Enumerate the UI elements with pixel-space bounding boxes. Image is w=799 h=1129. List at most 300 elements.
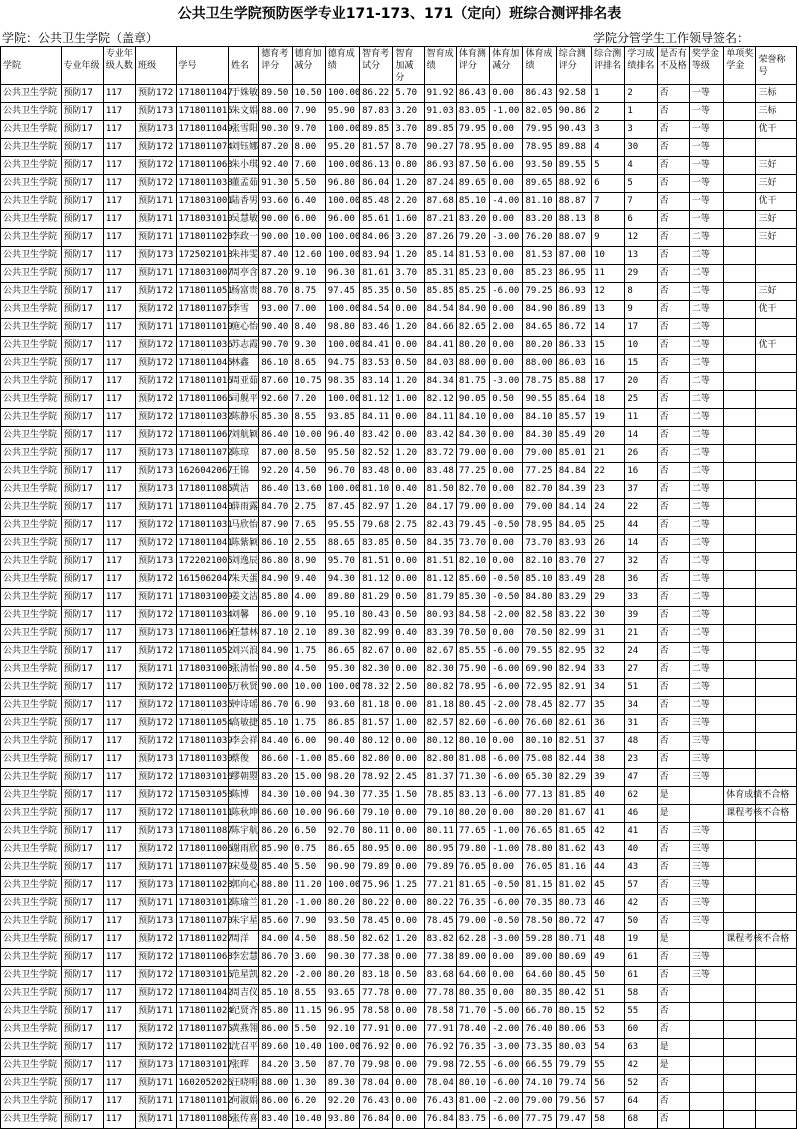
table-row bbox=[1, 1075, 797, 1093]
cell-moral-eval: 86.80 bbox=[259, 553, 292, 571]
cell-total-rank: 19 bbox=[592, 409, 625, 427]
cell-major-grade: 预防17 bbox=[61, 337, 103, 355]
cell-total-score: 86.72 bbox=[556, 319, 591, 337]
cell-name: 周洋 bbox=[228, 931, 258, 949]
cell-intel-score: 81.18 bbox=[424, 697, 456, 715]
cell-single-award bbox=[724, 895, 756, 913]
cell-intel-adjust: 1.60 bbox=[393, 211, 424, 229]
cell-honor bbox=[756, 1075, 797, 1093]
cell-total-score: 83.93 bbox=[556, 535, 591, 553]
cell-pe-eval: 80.20 bbox=[456, 805, 489, 823]
cell-failed: 否 bbox=[657, 85, 689, 103]
cell-pe-adjust: 6.00 bbox=[490, 157, 523, 175]
cell-single-award bbox=[724, 121, 756, 139]
cell-student-id: 1718011038 bbox=[176, 175, 228, 193]
cell-moral-adjust: 6.20 bbox=[292, 1093, 325, 1111]
cell-study-rank: 31 bbox=[625, 715, 657, 733]
cell-honor bbox=[756, 1057, 797, 1075]
cell-moral-eval: 83.20 bbox=[259, 769, 292, 787]
cell-intel-exam: 84.54 bbox=[360, 301, 393, 319]
cell-intel-score: 90.27 bbox=[424, 139, 456, 157]
cell-intel-score: 81.79 bbox=[424, 589, 456, 607]
col-header-class: 班级 bbox=[136, 47, 176, 85]
cell-study-rank: 9 bbox=[625, 301, 657, 319]
cell-name: 刘钰娜 bbox=[228, 139, 258, 157]
cell-major-grade: 预防17 bbox=[61, 589, 103, 607]
table-row bbox=[1, 409, 797, 427]
cell-class: 预防173 bbox=[136, 877, 176, 895]
table-body bbox=[1, 85, 797, 1129]
table-row bbox=[1, 139, 797, 157]
cell-failed: 是 bbox=[657, 1057, 689, 1075]
cell-moral-eval: 90.80 bbox=[259, 661, 292, 679]
cell-college: 公共卫生学院 bbox=[1, 157, 62, 175]
cell-study-rank: 27 bbox=[625, 661, 657, 679]
cell-major-grade: 预防17 bbox=[61, 229, 103, 247]
cell-study-rank: 12 bbox=[625, 229, 657, 247]
cell-single-award bbox=[724, 877, 756, 895]
cell-failed: 否 bbox=[657, 103, 689, 121]
cell-single-award bbox=[724, 355, 756, 373]
col-header-intel-score: 智育成绩 bbox=[424, 47, 456, 85]
cell-name: 陈琼 bbox=[228, 445, 258, 463]
cell-college: 公共卫生学院 bbox=[1, 499, 62, 517]
cell-scholarship: 二等 bbox=[689, 661, 723, 679]
cell-pe-adjust: -6.00 bbox=[490, 787, 523, 805]
cell-major-grade: 预防17 bbox=[61, 769, 103, 787]
cell-pe-score: 79.25 bbox=[523, 283, 556, 301]
cell-scholarship: 二等 bbox=[689, 229, 723, 247]
cell-intel-adjust: 0.50 bbox=[393, 967, 424, 985]
cell-major-grade: 预防17 bbox=[61, 661, 103, 679]
cell-moral-score: 86.65 bbox=[325, 643, 359, 661]
cell-class: 预防172 bbox=[136, 715, 176, 733]
cell-intel-score: 79.98 bbox=[424, 1057, 456, 1075]
cell-failed: 否 bbox=[657, 517, 689, 535]
cell-single-award bbox=[724, 247, 756, 265]
cell-college: 公共卫生学院 bbox=[1, 625, 62, 643]
header-row bbox=[1, 47, 797, 85]
cell-major-grade: 预防17 bbox=[61, 751, 103, 769]
cell-intel-exam: 81.18 bbox=[360, 697, 393, 715]
cell-moral-score: 94.75 bbox=[325, 355, 359, 373]
cell-name: 杨富贵 bbox=[228, 283, 258, 301]
cell-moral-eval: 86.70 bbox=[259, 949, 292, 967]
cell-intel-adjust: 0.00 bbox=[393, 571, 424, 589]
cell-pe-score: 78.45 bbox=[523, 697, 556, 715]
cell-pe-adjust: 0.00 bbox=[490, 85, 523, 103]
cell-pe-eval: 88.00 bbox=[456, 355, 489, 373]
cell-total-score: 85.49 bbox=[556, 427, 591, 445]
table-row bbox=[1, 931, 797, 949]
cell-single-award bbox=[724, 265, 756, 283]
cell-intel-exam: 86.22 bbox=[360, 85, 393, 103]
cell-intel-exam: 86.13 bbox=[360, 157, 393, 175]
cell-major-count: 117 bbox=[103, 229, 135, 247]
cell-moral-eval: 89.60 bbox=[259, 1039, 292, 1057]
cell-pe-score: 82.70 bbox=[523, 481, 556, 499]
cell-failed: 否 bbox=[657, 121, 689, 139]
cell-moral-adjust: 6.40 bbox=[292, 193, 325, 211]
cell-pe-score: 83.20 bbox=[523, 211, 556, 229]
cell-intel-adjust: 0.00 bbox=[393, 823, 424, 841]
cell-single-award bbox=[724, 337, 756, 355]
cell-intel-exam: 81.57 bbox=[360, 139, 393, 157]
cell-single-award bbox=[724, 715, 756, 733]
cell-study-rank: 7 bbox=[625, 193, 657, 211]
cell-student-id: 1718031015 bbox=[176, 967, 228, 985]
cell-study-rank: 64 bbox=[625, 1093, 657, 1111]
cell-major-count: 117 bbox=[103, 967, 135, 985]
cell-moral-score: 96.00 bbox=[325, 211, 359, 229]
table-row bbox=[1, 859, 797, 877]
cell-total-score: 88.13 bbox=[556, 211, 591, 229]
cell-total-rank: 32 bbox=[592, 643, 625, 661]
cell-college: 公共卫生学院 bbox=[1, 697, 62, 715]
cell-student-id: 1718011012 bbox=[176, 1093, 228, 1111]
cell-moral-eval: 85.80 bbox=[259, 1003, 292, 1021]
cell-pe-score: 72.95 bbox=[523, 679, 556, 697]
cell-moral-adjust: 3.60 bbox=[292, 949, 325, 967]
cell-intel-adjust: 0.00 bbox=[393, 1093, 424, 1111]
cell-scholarship: 三等 bbox=[689, 877, 723, 895]
cell-intel-exam: 83.14 bbox=[360, 373, 393, 391]
cell-college: 公共卫生学院 bbox=[1, 319, 62, 337]
cell-honor bbox=[756, 1003, 797, 1021]
cell-class: 预防172 bbox=[136, 391, 176, 409]
cell-intel-adjust: 0.00 bbox=[393, 697, 424, 715]
col-header-moral-adjust: 德育加减分 bbox=[292, 47, 325, 85]
cell-honor bbox=[756, 823, 797, 841]
cell-pe-adjust: -6.00 bbox=[490, 1111, 523, 1129]
cell-moral-score: 93.85 bbox=[325, 409, 359, 427]
cell-pe-adjust: -6.00 bbox=[490, 1057, 523, 1075]
cell-total-rank: 8 bbox=[592, 211, 625, 229]
cell-college: 公共卫生学院 bbox=[1, 265, 62, 283]
cell-college: 公共卫生学院 bbox=[1, 247, 62, 265]
cell-pe-eval: 80.35 bbox=[456, 985, 489, 1003]
cell-honor bbox=[756, 427, 797, 445]
cell-student-id: 1718011042 bbox=[176, 985, 228, 1003]
cell-pe-eval: 81.65 bbox=[456, 877, 489, 895]
table-row bbox=[1, 265, 797, 283]
cell-scholarship: 一等 bbox=[689, 193, 723, 211]
cell-class: 预防171 bbox=[136, 1111, 176, 1129]
cell-intel-adjust: 0.50 bbox=[393, 283, 424, 301]
cell-name: 陆香男 bbox=[228, 193, 258, 211]
cell-intel-exam: 77.78 bbox=[360, 985, 393, 1003]
cell-name: 黄燕翎 bbox=[228, 1021, 258, 1039]
cell-major-count: 117 bbox=[103, 121, 135, 139]
cell-intel-exam: 81.12 bbox=[360, 571, 393, 589]
cell-study-rank: 50 bbox=[625, 913, 657, 931]
cell-intel-exam: 83.42 bbox=[360, 427, 393, 445]
cell-pe-eval: 80.45 bbox=[456, 697, 489, 715]
cell-failed: 是 bbox=[657, 1039, 689, 1057]
cell-pe-score: 84.10 bbox=[523, 409, 556, 427]
cell-class: 预防172 bbox=[136, 841, 176, 859]
cell-single-award bbox=[724, 445, 756, 463]
cell-total-score: 83.22 bbox=[556, 607, 591, 625]
cell-total-score: 92.58 bbox=[556, 85, 591, 103]
cell-student-id: 1718011051 bbox=[176, 283, 228, 301]
cell-class: 预防172 bbox=[136, 337, 176, 355]
cell-major-count: 117 bbox=[103, 859, 135, 877]
cell-study-rank: 46 bbox=[625, 805, 657, 823]
cell-major-count: 117 bbox=[103, 823, 135, 841]
cell-student-id: 1725021018 bbox=[176, 247, 228, 265]
table-row bbox=[1, 805, 797, 823]
cell-class: 预防172 bbox=[136, 643, 176, 661]
cell-major-grade: 预防17 bbox=[61, 319, 103, 337]
cell-intel-score: 77.91 bbox=[424, 1021, 456, 1039]
cell-major-grade: 预防17 bbox=[61, 733, 103, 751]
cell-scholarship bbox=[689, 931, 723, 949]
cell-pe-eval: 89.65 bbox=[456, 175, 489, 193]
cell-intel-exam: 84.41 bbox=[360, 337, 393, 355]
cell-failed: 否 bbox=[657, 139, 689, 157]
cell-major-grade: 预防17 bbox=[61, 913, 103, 931]
cell-class: 预防172 bbox=[136, 769, 176, 787]
cell-class: 预防173 bbox=[136, 1057, 176, 1075]
cell-intel-exam: 81.57 bbox=[360, 715, 393, 733]
cell-moral-eval: 88.70 bbox=[259, 283, 292, 301]
cell-moral-eval: 86.60 bbox=[259, 805, 292, 823]
cell-major-count: 117 bbox=[103, 355, 135, 373]
cell-student-id: 1718011054 bbox=[176, 715, 228, 733]
cell-student-id: 1718011076 bbox=[176, 301, 228, 319]
cell-pe-score: 69.90 bbox=[523, 661, 556, 679]
cell-scholarship: 一等 bbox=[689, 157, 723, 175]
cell-major-grade: 预防17 bbox=[61, 985, 103, 1003]
cell-major-grade: 预防17 bbox=[61, 463, 103, 481]
cell-intel-adjust: 8.70 bbox=[393, 139, 424, 157]
cell-total-rank: 1 bbox=[592, 85, 625, 103]
cell-class: 预防173 bbox=[136, 553, 176, 571]
cell-scholarship: 一等 bbox=[689, 139, 723, 157]
cell-college: 公共卫生学院 bbox=[1, 733, 62, 751]
cell-intel-score: 84.03 bbox=[424, 355, 456, 373]
cell-intel-exam: 79.10 bbox=[360, 805, 393, 823]
cell-intel-exam: 79.98 bbox=[360, 1057, 393, 1075]
cell-class: 预防172 bbox=[136, 985, 176, 1003]
cell-total-score: 88.87 bbox=[556, 193, 591, 211]
cell-major-count: 117 bbox=[103, 1021, 135, 1039]
cell-scholarship bbox=[689, 1057, 723, 1075]
cell-honor bbox=[756, 895, 797, 913]
cell-scholarship: 二等 bbox=[689, 643, 723, 661]
cell-pe-eval: 87.50 bbox=[456, 157, 489, 175]
cell-honor bbox=[756, 499, 797, 517]
cell-major-grade: 预防17 bbox=[61, 679, 103, 697]
cell-total-score: 81.85 bbox=[556, 787, 591, 805]
cell-name: 张晖 bbox=[228, 1057, 258, 1075]
cell-failed: 否 bbox=[657, 895, 689, 913]
cell-total-score: 89.88 bbox=[556, 139, 591, 157]
cell-student-id: 1718011005 bbox=[176, 679, 228, 697]
cell-intel-adjust: 0.00 bbox=[393, 751, 424, 769]
cell-total-score: 81.67 bbox=[556, 805, 591, 823]
cell-moral-eval: 81.20 bbox=[259, 895, 292, 913]
cell-college: 公共卫生学院 bbox=[1, 553, 62, 571]
cell-moral-adjust: 6.00 bbox=[292, 211, 325, 229]
cell-student-id: 1718011039 bbox=[176, 733, 228, 751]
table-row bbox=[1, 1111, 797, 1129]
cell-intel-adjust: 0.00 bbox=[393, 841, 424, 859]
cell-study-rank: 6 bbox=[625, 211, 657, 229]
cell-pe-adjust: -2.00 bbox=[490, 607, 523, 625]
cell-study-rank: 55 bbox=[625, 1003, 657, 1021]
cell-major-grade: 预防17 bbox=[61, 265, 103, 283]
cell-pe-adjust: 0.00 bbox=[490, 625, 523, 643]
cell-honor bbox=[756, 571, 797, 589]
cell-moral-adjust: 7.65 bbox=[292, 517, 325, 535]
cell-student-id: 1718011036 bbox=[176, 337, 228, 355]
cell-pe-adjust: -3.00 bbox=[490, 373, 523, 391]
cell-study-rank: 39 bbox=[625, 607, 657, 625]
cell-name: 李政一 bbox=[228, 229, 258, 247]
cell-pe-eval: 79.20 bbox=[456, 229, 489, 247]
cell-scholarship bbox=[689, 1093, 723, 1111]
cell-college: 公共卫生学院 bbox=[1, 841, 62, 859]
cell-name: 朱文娟 bbox=[228, 103, 258, 121]
cell-intel-exam: 84.06 bbox=[360, 229, 393, 247]
cell-single-award bbox=[724, 1075, 756, 1093]
cell-name: 李雪 bbox=[228, 301, 258, 319]
cell-major-grade: 预防17 bbox=[61, 643, 103, 661]
cell-intel-adjust: 0.00 bbox=[393, 985, 424, 1003]
cell-pe-score: 74.10 bbox=[523, 1075, 556, 1093]
cell-total-score: 81.02 bbox=[556, 877, 591, 895]
cell-moral-adjust: 10.00 bbox=[292, 229, 325, 247]
cell-major-grade: 预防17 bbox=[61, 625, 103, 643]
cell-college: 公共卫生学院 bbox=[1, 391, 62, 409]
cell-pe-score: 79.00 bbox=[523, 445, 556, 463]
cell-moral-score: 100.00 bbox=[325, 391, 359, 409]
col-header-name: 姓名 bbox=[228, 47, 258, 85]
cell-total-rank: 34 bbox=[592, 679, 625, 697]
cell-class: 预防172 bbox=[136, 409, 176, 427]
cell-moral-eval: 86.00 bbox=[259, 1021, 292, 1039]
cell-pe-score: 64.60 bbox=[523, 967, 556, 985]
cell-pe-adjust: -2.00 bbox=[490, 1021, 523, 1039]
cell-single-award bbox=[724, 1003, 756, 1021]
cell-intel-score: 83.68 bbox=[424, 967, 456, 985]
cell-student-id: 1718011020 bbox=[176, 229, 228, 247]
cell-failed: 否 bbox=[657, 823, 689, 841]
cell-moral-score: 95.30 bbox=[325, 661, 359, 679]
cell-name: 陈瑜兰 bbox=[228, 895, 258, 913]
cell-failed: 否 bbox=[657, 427, 689, 445]
cell-pe-score: 80.20 bbox=[523, 805, 556, 823]
cell-name: 刘馨 bbox=[228, 607, 258, 625]
cell-student-id: 1718011072 bbox=[176, 445, 228, 463]
cell-name: 李宏慧 bbox=[228, 949, 258, 967]
cell-moral-score: 100.00 bbox=[325, 157, 359, 175]
cell-pe-adjust: -0.50 bbox=[490, 517, 523, 535]
cell-single-award bbox=[724, 481, 756, 499]
cell-scholarship bbox=[689, 1003, 723, 1021]
cell-student-id: 1718011024 bbox=[176, 1003, 228, 1021]
cell-honor bbox=[756, 841, 797, 859]
cell-major-count: 117 bbox=[103, 463, 135, 481]
cell-pe-eval: 80.10 bbox=[456, 1075, 489, 1093]
cell-honor: 优干 bbox=[756, 301, 797, 319]
cell-intel-score: 80.11 bbox=[424, 823, 456, 841]
cell-pe-score: 81.15 bbox=[523, 877, 556, 895]
cell-total-rank: 13 bbox=[592, 301, 625, 319]
cell-major-count: 117 bbox=[103, 931, 135, 949]
cell-pe-eval: 79.45 bbox=[456, 517, 489, 535]
cell-major-count: 117 bbox=[103, 337, 135, 355]
cell-honor bbox=[756, 643, 797, 661]
cell-major-grade: 预防17 bbox=[61, 85, 103, 103]
table-row bbox=[1, 949, 797, 967]
cell-intel-adjust: 0.00 bbox=[393, 1111, 424, 1129]
cell-major-grade: 预防17 bbox=[61, 715, 103, 733]
cell-intel-exam: 83.53 bbox=[360, 355, 393, 373]
cell-intel-score: 82.43 bbox=[424, 517, 456, 535]
table-row bbox=[1, 607, 797, 625]
cell-moral-score: 89.30 bbox=[325, 625, 359, 643]
cell-pe-score: 90.55 bbox=[523, 391, 556, 409]
cell-total-rank: 56 bbox=[592, 1075, 625, 1093]
cell-scholarship: 一等 bbox=[689, 211, 723, 229]
cell-total-rank: 54 bbox=[592, 1039, 625, 1057]
cell-major-grade: 预防17 bbox=[61, 211, 103, 229]
cell-total-rank: 4 bbox=[592, 139, 625, 157]
cell-pe-adjust: -1.00 bbox=[490, 103, 523, 121]
cell-intel-score: 83.72 bbox=[424, 445, 456, 463]
cell-moral-score: 94.30 bbox=[325, 571, 359, 589]
cell-total-rank: 53 bbox=[592, 1021, 625, 1039]
cell-pe-adjust: -6.00 bbox=[490, 679, 523, 697]
cell-moral-eval: 86.70 bbox=[259, 697, 292, 715]
table-row bbox=[1, 283, 797, 301]
cell-total-rank: 44 bbox=[592, 859, 625, 877]
cell-intel-score: 83.48 bbox=[424, 463, 456, 481]
cell-pe-adjust: -6.00 bbox=[490, 643, 523, 661]
cell-class: 预防173 bbox=[136, 121, 176, 139]
cell-study-rank: 32 bbox=[625, 553, 657, 571]
cell-pe-eval: 83.13 bbox=[456, 787, 489, 805]
cell-class: 预防171 bbox=[136, 211, 176, 229]
cell-name: 朱天蛋 bbox=[228, 571, 258, 589]
cell-failed: 否 bbox=[657, 409, 689, 427]
cell-major-grade: 预防17 bbox=[61, 949, 103, 967]
cell-pe-adjust: -5.00 bbox=[490, 1003, 523, 1021]
cell-total-rank: 41 bbox=[592, 805, 625, 823]
cell-scholarship bbox=[689, 1111, 723, 1129]
cell-moral-score: 96.30 bbox=[325, 265, 359, 283]
cell-moral-score: 93.60 bbox=[325, 697, 359, 715]
cell-intel-score: 79.10 bbox=[424, 805, 456, 823]
cell-intel-exam: 80.95 bbox=[360, 841, 393, 859]
cell-moral-adjust: 5.50 bbox=[292, 1021, 325, 1039]
cell-class: 预防171 bbox=[136, 895, 176, 913]
cell-honor bbox=[756, 733, 797, 751]
cell-failed: 否 bbox=[657, 283, 689, 301]
cell-college: 公共卫生学院 bbox=[1, 877, 62, 895]
cell-moral-eval: 90.30 bbox=[259, 121, 292, 139]
cell-class: 预防172 bbox=[136, 679, 176, 697]
cell-pe-score: 84.65 bbox=[523, 319, 556, 337]
cell-moral-score: 100.00 bbox=[325, 229, 359, 247]
cell-total-rank: 52 bbox=[592, 1003, 625, 1021]
cell-scholarship: 二等 bbox=[689, 607, 723, 625]
cell-single-award bbox=[724, 391, 756, 409]
cell-class: 预防172 bbox=[136, 175, 176, 193]
